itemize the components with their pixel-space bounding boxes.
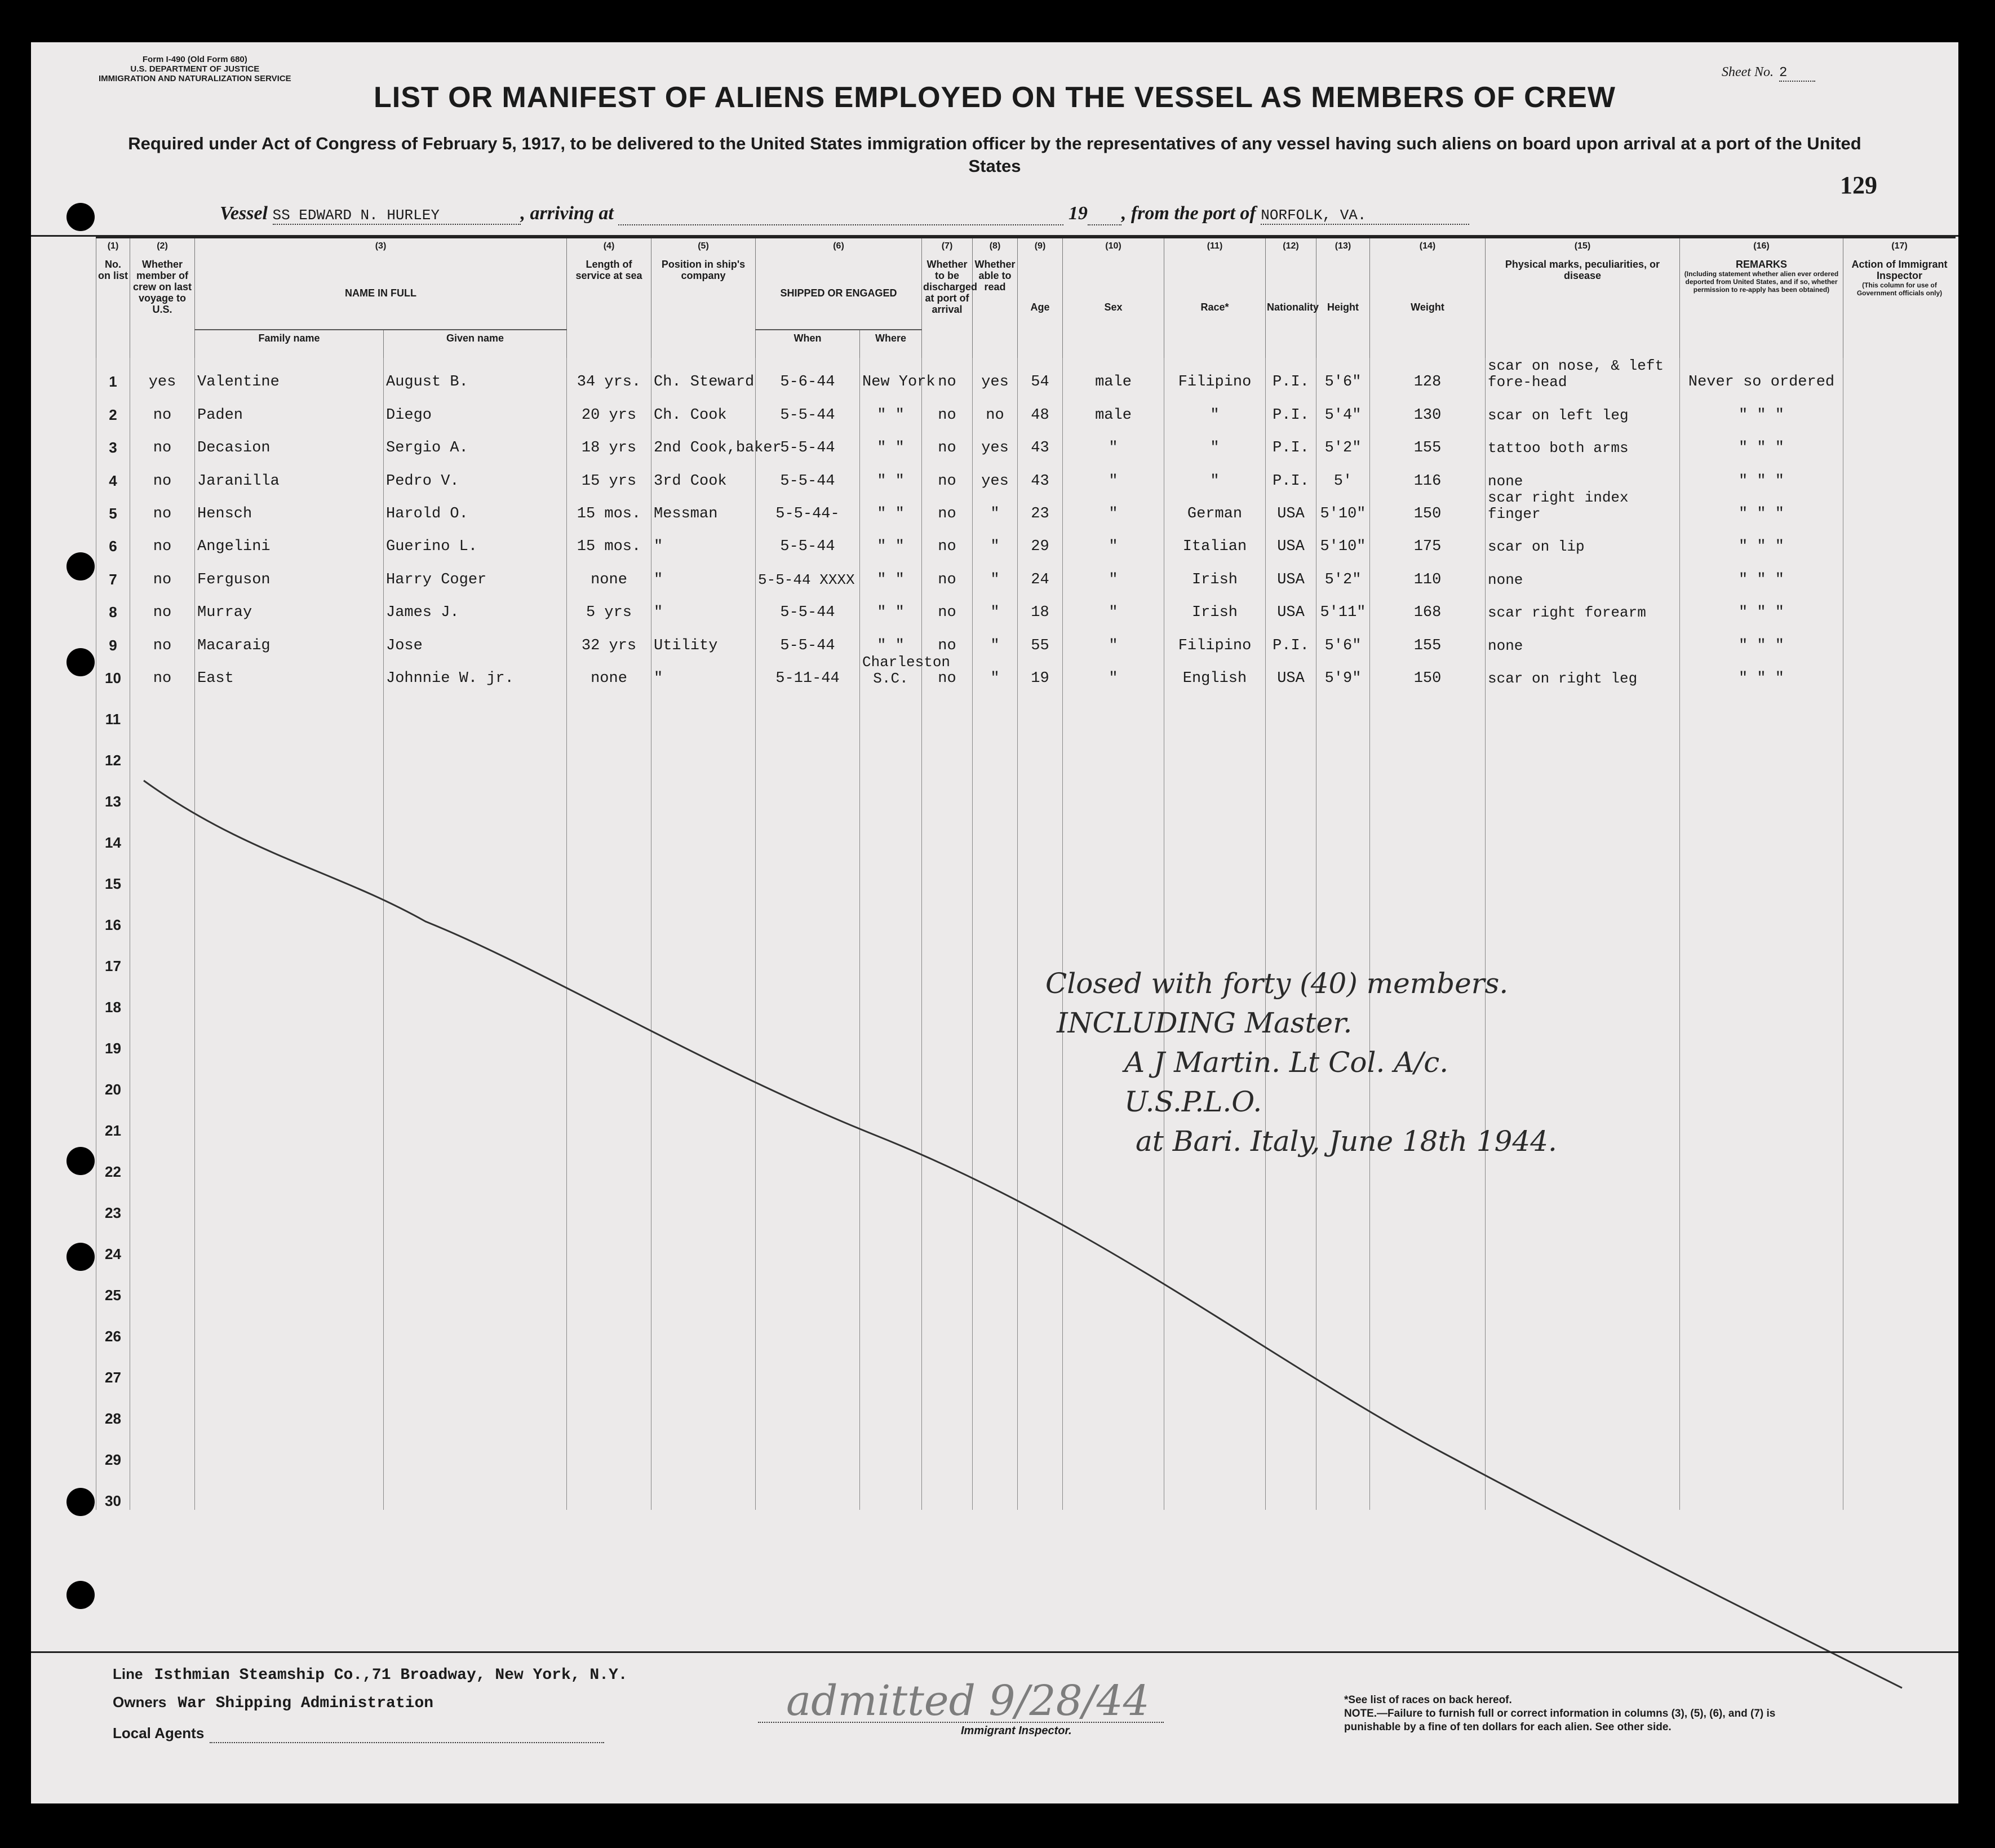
cell-sex: " [1063,457,1164,489]
cell-race: Italian [1164,522,1266,555]
cell-age: 43 [1018,457,1063,489]
cell-sex: " [1063,424,1164,457]
cell-read: yes [973,424,1018,457]
cell-prev: no [130,522,195,555]
cell-position: Ch. Cook [651,391,756,423]
cell-height: 5'2" [1316,555,1370,588]
row-number: 14 [96,810,130,852]
cell-family: Ferguson [195,555,384,588]
inspector-label: Immigrant Inspector. [961,1725,1072,1737]
cell-race: Irish [1164,588,1266,621]
cell-given: Jose [384,621,567,654]
cell-family: East [195,654,384,687]
row-number: 20 [96,1057,130,1098]
cell-nationality: P.I. [1266,457,1316,489]
cell-read: " [973,621,1018,654]
cell-given: Johnnie W. jr. [384,654,567,687]
cell-remarks: " " " [1680,621,1843,654]
cell-when: 5-5-44 [756,588,860,621]
col-where: Where [860,330,922,358]
unused-rows-cancel-line [144,781,1902,1688]
cell-nationality: P.I. [1266,621,1316,654]
row-number: 13 [96,769,130,810]
cell-discharge: no [922,555,973,588]
cell-age: 18 [1018,588,1063,621]
cell-weight: 155 [1370,424,1486,457]
cell-position: Ch. Steward [651,358,756,391]
cell-family: Decasion [195,424,384,457]
row-number: 6 [96,522,130,555]
inspector-signature-line [758,1722,1164,1723]
footer-rule [31,1651,1958,1653]
row-number: 10 [96,654,130,687]
col-no: No. on list [96,256,130,358]
cell-nationality: P.I. [1266,391,1316,423]
cell-sex: male [1063,358,1164,391]
cell-height: 5'6" [1316,621,1370,654]
cell-service: none [567,654,651,687]
cell-race: English [1164,654,1266,687]
cell-nationality: P.I. [1266,424,1316,457]
cell-given: Harold O. [384,490,567,522]
col-discharge: Whether to be discharged at port of arrival [922,256,973,358]
cell-marks: scar on right leg [1486,654,1680,687]
cell-service: 15 mos. [567,490,651,522]
cell-sex: " [1063,621,1164,654]
cell-race: Filipino [1164,621,1266,654]
col-read: Whether able to read [973,256,1018,358]
cell-given: Sergio A. [384,424,567,457]
cell-service: 32 yrs [567,621,651,654]
cell-height: 5'10" [1316,522,1370,555]
cell-nationality: USA [1266,490,1316,522]
cell-position: Messman [651,490,756,522]
col-position: Position in ship's company [651,256,756,358]
cell-race: " [1164,424,1266,457]
cell-height: 5'6" [1316,358,1370,391]
cell-read: " [973,522,1018,555]
from-port: NORFOLK, VA. [1261,207,1469,225]
cell-race: " [1164,457,1266,489]
cell-read: " [973,490,1018,522]
cell-age: 55 [1018,621,1063,654]
cell-weight: 116 [1370,457,1486,489]
row-number: 7 [96,555,130,588]
cell-prev: no [130,457,195,489]
form-identifier: Form I-490 (Old Form 680) U.S. DEPARTMENT OF JUSTICE IMMIGRATION AND NATURALIZATION SERVICE [99,55,291,83]
cell-prev: no [130,588,195,621]
cell-position: 3rd Cook [651,457,756,489]
cell-service: 18 yrs [567,424,651,457]
cell-discharge: no [922,621,973,654]
cell-age: 29 [1018,522,1063,555]
col-height: Height [1316,256,1370,358]
row-number: 30 [96,1469,130,1510]
cell-remarks: " " " [1680,424,1843,457]
line-field: Line Isthmian Steamship Co.,71 Broadway, New York, N.Y. [113,1665,628,1684]
punch-hole [66,1243,95,1271]
col-nationality: Nationality [1266,256,1316,358]
punch-hole [66,648,95,676]
column-number-row: (1) (2) (3) (4) (5) (6) (7) (8) (9) (10) (11) (12) (13) (14) (15) (16) (17) [96,238,1956,257]
row-number: 18 [96,975,130,1016]
cell-given: Diego [384,391,567,423]
punch-hole [66,203,95,231]
cell-family: Angelini [195,522,384,555]
cell-marks: none [1486,555,1680,588]
cell-race: German [1164,490,1266,522]
cell-nationality: USA [1266,654,1316,687]
cell-service: 15 mos. [567,522,651,555]
cell-weight: 130 [1370,391,1486,423]
cell-given: Pedro V. [384,457,567,489]
row-number: 25 [96,1263,130,1304]
cell-race: " [1164,391,1266,423]
cell-nationality: USA [1266,588,1316,621]
cell-where: Charleston S.C. [860,654,922,687]
row-number: 5 [96,490,130,522]
cell-read: yes [973,358,1018,391]
cell-where: " " [860,490,922,522]
cell-family: Jaranilla [195,457,384,489]
row-number: 26 [96,1304,130,1345]
row-number: 16 [96,893,130,934]
row-number: 15 [96,852,130,893]
cell-race: Filipino [1164,358,1266,391]
cell-read: no [973,391,1018,423]
cell-position: Utility [651,621,756,654]
row-number: 21 [96,1098,130,1140]
col-inspector-action: Action of Immigrant Inspector (This column for use of Government officials only) [1843,256,1956,358]
cell-family: Hensch [195,490,384,522]
row-number: 1 [96,358,130,391]
cell-weight: 150 [1370,490,1486,522]
row-number: 24 [96,1222,130,1263]
row-number: 11 [96,687,130,728]
punch-hole [66,552,95,580]
local-agents-field: Local Agents [113,1725,604,1743]
cell-prev: yes [130,358,195,391]
cell-discharge: no [922,391,973,423]
row-number: 9 [96,621,130,654]
manifest-sheet [31,42,1958,1803]
cell-position: " [651,555,756,588]
cell-prev: no [130,654,195,687]
cell-age: 54 [1018,358,1063,391]
cell-age: 23 [1018,490,1063,522]
col-prev-voyage: Whether member of crew on last voyage to U.S. [130,256,195,358]
cell-where: " " [860,457,922,489]
cell-family: Murray [195,588,384,621]
cell-weight: 168 [1370,588,1486,621]
punch-hole [66,1147,95,1175]
row-number: 17 [96,934,130,975]
cell-weight: 155 [1370,621,1486,654]
col-remarks: REMARKS (Including statement whether alien ever ordered deported from United States, and if so, whether permission to re-apply has been obtained) [1680,256,1843,358]
cell-remarks: " " " [1680,522,1843,555]
cell-remarks: Never so ordered [1680,358,1843,391]
cell-discharge: no [922,654,973,687]
cell-remarks: " " " [1680,555,1843,588]
cell-marks: scar on lip [1486,522,1680,555]
inspector-signature: admitted 9/28/44 [786,1677,1150,1725]
cell-marks: scar on nose, & left fore-head [1486,358,1680,391]
row-number: 28 [96,1386,130,1428]
col-name: NAME IN FULL [195,256,567,330]
cell-sex: " [1063,588,1164,621]
cell-service: 34 yrs. [567,358,651,391]
cell-height: 5'10" [1316,490,1370,522]
row-number: 19 [96,1016,130,1057]
cell-where: " " [860,424,922,457]
cell-service: 15 yrs [567,457,651,489]
cell-prev: no [130,555,195,588]
cell-height: 5'2" [1316,424,1370,457]
cell-weight: 110 [1370,555,1486,588]
cell-remarks: " " " [1680,457,1843,489]
cell-where: " " [860,588,922,621]
cell-discharge: no [922,424,973,457]
cell-sex: " [1063,555,1164,588]
cell-sex: male [1063,391,1164,423]
cell-when: 5-5-44 [756,391,860,423]
closing-annotation: Closed with forty (40) members. INCLUDING Master. A J Martin. Lt Col. A/c. U.S.P.L.O. at Bari. Italy, June 18th 1944. [1045,967,1557,1158]
cell-remarks: " " " [1680,654,1843,687]
row-number: 4 [96,457,130,489]
folio-number: 129 [1840,171,1877,199]
cell-sex: " [1063,654,1164,687]
cell-marks: scar on left leg [1486,391,1680,423]
cell-family: Macaraig [195,621,384,654]
cell-prev: no [130,391,195,423]
col-race: Race* [1164,256,1266,358]
sheet-number: Sheet No. 2 [1722,65,1815,81]
cell-where: New York [860,358,922,391]
cell-nationality: USA [1266,555,1316,588]
cell-height: 5'11" [1316,588,1370,621]
cell-sex: " [1063,522,1164,555]
punch-hole [66,1488,95,1516]
cell-marks: scar right forearm [1486,588,1680,621]
cell-when: 5-11-44 [756,654,860,687]
cell-height: 5'9" [1316,654,1370,687]
cell-weight: 175 [1370,522,1486,555]
col-sex: Sex [1063,256,1164,358]
cell-family: Paden [195,391,384,423]
cell-read: " [973,654,1018,687]
row-number: 8 [96,588,130,621]
cell-given: James J. [384,588,567,621]
page-subtitle: Required under Act of Congress of February 5, 1917, to be delivered to the United States immigration officer by the representatives of any vessel having such aliens on board upon arrival at a port of the United States [128,134,1861,176]
row-number: 12 [96,728,130,769]
cell-discharge: no [922,522,973,555]
col-weight: Weight [1370,256,1486,358]
row-number: 3 [96,424,130,457]
cell-race: Irish [1164,555,1266,588]
row-number: 22 [96,1140,130,1181]
col-given-name: Given name [384,330,567,358]
cell-service: none [567,555,651,588]
cell-discharge: no [922,457,973,489]
cell-when: 5-5-44 [756,621,860,654]
cell-marks: none [1486,457,1680,489]
cell-marks: none [1486,621,1680,654]
cell-where: " " [860,621,922,654]
cell-read: " [973,588,1018,621]
cell-height: 5'4" [1316,391,1370,423]
page-title: LIST OR MANIFEST OF ALIENS EMPLOYED ON THE VESSEL AS MEMBERS OF CREW [374,81,1616,114]
cell-service: 5 yrs [567,588,651,621]
cell-position: " [651,588,756,621]
cell-discharge: no [922,588,973,621]
cancel-line-svg [31,42,1958,1803]
cell-weight: 150 [1370,654,1486,687]
col-family-name: Family name [195,330,384,358]
cell-read: " [973,555,1018,588]
cell-when: 5-5-44 [756,522,860,555]
cell-age: 43 [1018,424,1063,457]
cell-given: Guerino L. [384,522,567,555]
cell-service: 20 yrs [567,391,651,423]
cell-marks: scar right index finger [1486,490,1680,522]
cell-marks: tattoo both arms [1486,424,1680,457]
col-age: Age [1018,256,1063,358]
cell-prev: no [130,490,195,522]
row-number: 23 [96,1181,130,1222]
col-shipped: SHIPPED OR ENGAGED [756,256,922,330]
cell-age: 24 [1018,555,1063,588]
cell-where: " " [860,555,922,588]
cell-where: " " [860,522,922,555]
punch-hole [66,1581,95,1609]
cell-nationality: P.I. [1266,358,1316,391]
cell-discharge: no [922,358,973,391]
cell-sex: " [1063,490,1164,522]
cell-prev: no [130,424,195,457]
cell-given: Harry Coger [384,555,567,588]
cell-where: " " [860,391,922,423]
cell-given: August B. [384,358,567,391]
cell-nationality: USA [1266,522,1316,555]
cell-prev: no [130,621,195,654]
cell-family: Valentine [195,358,384,391]
row-number: 2 [96,391,130,423]
row-number: 29 [96,1428,130,1469]
cell-when: 5-6-44 [756,358,860,391]
cell-position: " [651,522,756,555]
cell-when: 5-5-44- [756,490,860,522]
cell-position: 2nd Cook,baker [651,424,756,457]
cell-age: 48 [1018,391,1063,423]
vessel-line: Vessel SS EDWARD N. HURLEY , arriving at 19 , from the port of NORFOLK, VA. [220,203,1469,225]
cell-when: 5-5-44 XXXX [756,555,860,588]
cell-weight: 128 [1370,358,1486,391]
cell-remarks: " " " [1680,588,1843,621]
cell-remarks: " " " [1680,490,1843,522]
vessel-name: SS EDWARD N. HURLEY [273,207,521,225]
footnotes: *See list of races on back hereof. NOTE.—Failure to furnish full or correct information in columns (3), (5), (6), and (7) is punishable by a fine of ten dollars for each alien. See other side. [1344,1694,1776,1733]
col-when: When [756,330,860,358]
cell-position: " [651,654,756,687]
cell-remarks: " " " [1680,391,1843,423]
cell-read: yes [973,457,1018,489]
col-service: Length of service at sea [567,256,651,358]
col-marks: Physical marks, peculiarities, or disease [1486,256,1680,358]
cell-age: 19 [1018,654,1063,687]
cell-when: 5-5-44 [756,424,860,457]
cell-height: 5' [1316,457,1370,489]
owners-field: Owners War Shipping Administration [113,1694,434,1712]
row-number: 27 [96,1345,130,1386]
cell-when: 5-5-44 [756,457,860,489]
cell-discharge: no [922,490,973,522]
